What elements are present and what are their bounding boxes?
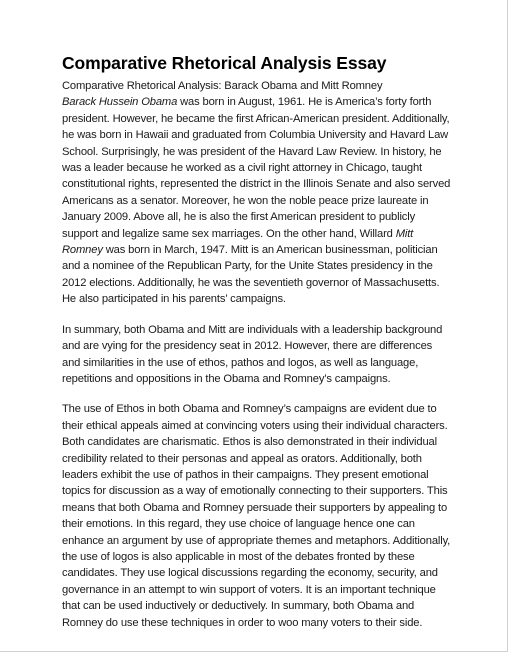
name-obama: Barack Hussein Obama (62, 96, 178, 109)
paragraph-biographies-text-b: was born in March, 1947. Mitt is an American businessman, politician and a nominee of the Republican Party, for the Unite States presidency in the 2012 elections. Additionally, he was the seventieth governor of Massachusetts. He also participated in his parents’ campaigns. (62, 244, 440, 306)
name-romney: Mitt Romney (62, 227, 414, 257)
document-title: Comparative Rhetorical Analysis Essay (62, 53, 387, 73)
paragraph-spacer (62, 308, 452, 322)
paragraph-biographies (62, 94, 452, 307)
paragraph-ethos-pathos-logos: The use of Ethos in both Obama and Romney’s campaigns are evident due to their ethical appeals aimed at convincing voters using their individual characters. Both candidates are charismatic. Ethos is also demonstrated in their individual credibility related to their personas and appeal as orators. Additionally, both leaders exhibit the use of pathos in their campaigns. They present emotional topics for discussion as a way of emotionally connecting to their supporters. This means that both Obama and Romney persuade their supporters by appealing to their emotions. In this regard, they use choice of language hence one can enhance an argument by use of appropriate themes and metaphors. Additionally, the use of logos is also applicable in most of the debates fronted by these candidates. They use logical discussions regarding the economy, security, and governance in an attempt to win support of voters. It is an important technique that can be used inductively or deductively. In summary, both Obama and Romney do use these techniques in order to woo many voters to their side. (62, 403, 451, 629)
document-body (62, 52, 452, 631)
document-subtitle: Comparative Rhetorical Analysis: Barack Obama and Mitt Romney (62, 80, 383, 92)
paragraph-summary: In summary, both Obama and Mitt are individuals with a leadership background and are vying for the presidency seat in 2012. However, there are differences and similarities in the use of ethos, pathos and logos, as well as language, repetitions and oppositions in the Obama and Romney’s campaigns. (62, 323, 443, 385)
paragraph-biographies-text-a: was born in August, 1961. He is America’s forty forth president. However, he became the first African-American president. Additionally, he was born in Hawaii and graduated from Columbia University and Havard Law School. Surprisingly, he was president of the Havard Law Review. In history, he was a leader because he worked as a civil right attorney in Chicago, taught constitutional rights, represented the district in the Illinois Senate and also served Americans as a senator. Moreover, he won the noble peace prize laureate in January 2009. Above all, he is also the first American president to publicly support and legalize same sex marriages. On the other hand, Willard (62, 96, 451, 240)
paragraph-spacer (62, 387, 452, 401)
